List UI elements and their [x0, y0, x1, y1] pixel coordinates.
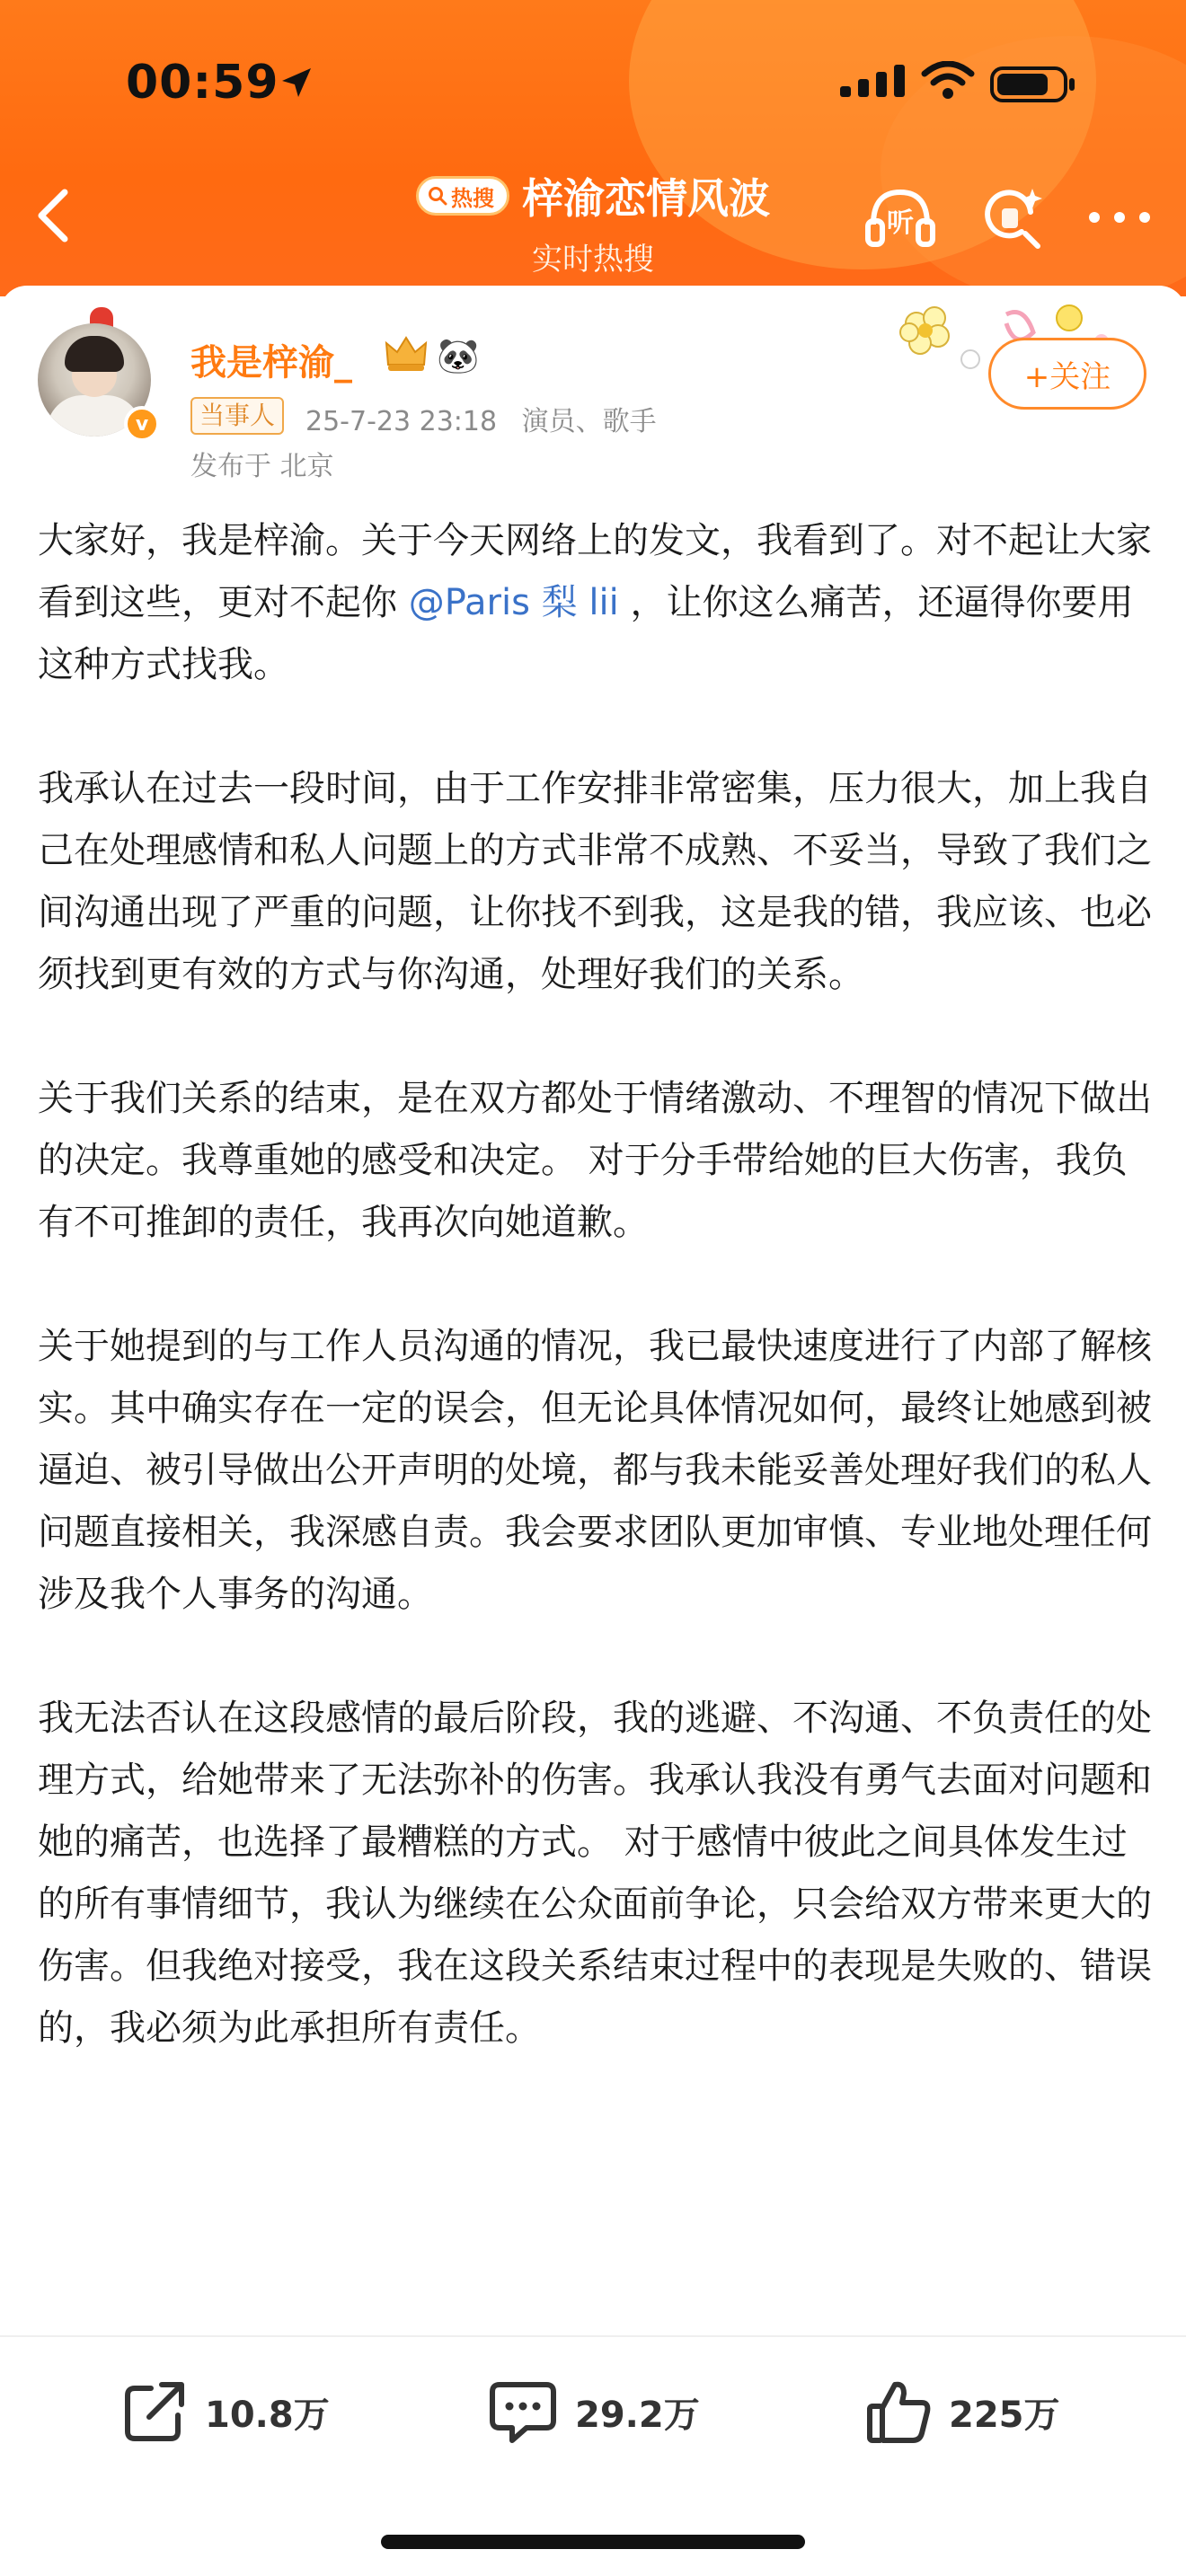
status-time: 00:59 — [126, 56, 279, 110]
post-paragraph: 关于我们关系的结束，是在双方都处于情绪激动、不理智的情况下做出的决定。我尊重她的感受和决定。 对于分手带给她的巨大伤害，我负有不可推卸的责任，我再次向她道歉。 — [38, 1078, 1152, 1243]
panda-icon: 🐼 — [437, 336, 480, 375]
comment-button[interactable] — [485, 2371, 700, 2452]
divider — [0, 2335, 1186, 2337]
cellular-signal-icon — [840, 65, 908, 97]
post-content — [38, 510, 1152, 2060]
username[interactable]: 我是梓渝_ — [190, 342, 352, 384]
more-icon — [1078, 180, 1161, 255]
hot-search-badge[interactable] — [416, 176, 509, 216]
like-button[interactable] — [863, 2371, 1060, 2452]
more-button[interactable] — [1078, 180, 1161, 255]
search-icon — [975, 180, 1050, 255]
post-paragraph: 我承认在过去一段时间，由于工作安排非常密集，压力很大，加上我自己在处理感情和私人问题上的方式非常不成熟、不妥当，导致了我们之间沟通出现了严重的问题，让你找不到我，这是我的错，我应该、也必须找到更有效的方式与你沟通，处理好我们的关系。 — [38, 768, 1152, 995]
share-count: 10.8万 — [205, 2394, 330, 2436]
post-paragraph — [38, 510, 1152, 696]
hot-badge-label: 热搜 — [451, 185, 494, 211]
comment-icon — [485, 2376, 561, 2448]
search-button[interactable] — [975, 180, 1050, 255]
page-title: 梓渝恋情风波 — [522, 174, 770, 223]
post-timestamp: 25-7-23 23:18 — [305, 406, 498, 437]
share-button[interactable] — [119, 2371, 330, 2452]
mention-link[interactable]: @Paris 梨 lii — [408, 582, 619, 623]
thumbs-up-icon — [863, 2376, 934, 2448]
home-indicator[interactable] — [381, 2535, 805, 2549]
search-icon — [428, 186, 447, 206]
post-profession: 演员、歌手 — [521, 406, 657, 437]
share-icon — [119, 2376, 190, 2448]
comment-count: 29.2万 — [575, 2394, 700, 2436]
post-meta — [305, 399, 657, 438]
battery-icon — [990, 66, 1076, 102]
page-subtitle: 实时热搜 — [532, 242, 654, 278]
verified-icon: v — [124, 406, 160, 442]
location-arrow-icon — [279, 65, 314, 101]
crown-badge-icon — [383, 334, 429, 374]
listen-button[interactable] — [863, 180, 938, 255]
post-location: 发布于 北京 — [190, 451, 334, 482]
headphone-icon — [863, 180, 938, 255]
listen-label: 听 — [887, 207, 914, 239]
like-count: 225万 — [949, 2394, 1060, 2436]
follow-button[interactable]: +关注 — [988, 338, 1146, 410]
post-paragraph: 关于她提到的与工作人员沟通的情况，我已最快速度进行了内部了解核实。其中确实存在一定的误会，但无论具体情况如何，最终让她感到被逼迫、被引导做出公开声明的处境，都与我未能妥善处理好我们的私人问题直接相关，我深感自责。我会要求团队更加审慎、专业地处理任何涉及我个人事务的沟通。 — [38, 1326, 1152, 1615]
wifi-icon — [921, 61, 975, 101]
paragraph-text: 大家好，我是梓渝。关于今天网络上的发文，我看到了。对不起让大家看到这些，更对不起你 — [38, 520, 1152, 623]
status-badge: 当事人 — [190, 397, 284, 435]
paragraph-text: ，让你这么痛苦，还逼得你要用这种方式找我。 — [38, 582, 1134, 685]
post-paragraph: 我无法否认在这段感情的最后阶段，我的逃避、不沟通、不负责任的处理方式，给她带来了无法弥补的伤害。我承认我没有勇气去面对问题和她的痛苦，也选择了最糟糕的方式。 对于感情中彼此之间具体发生过的所有事情细节，我认为继续在公众面前争论，只会给双方带来更大的伤害。但我绝对接受，我在这段关系结束过程中的表现是失败的、错误的，我必须为此承担所有责任。 — [38, 1698, 1152, 2049]
